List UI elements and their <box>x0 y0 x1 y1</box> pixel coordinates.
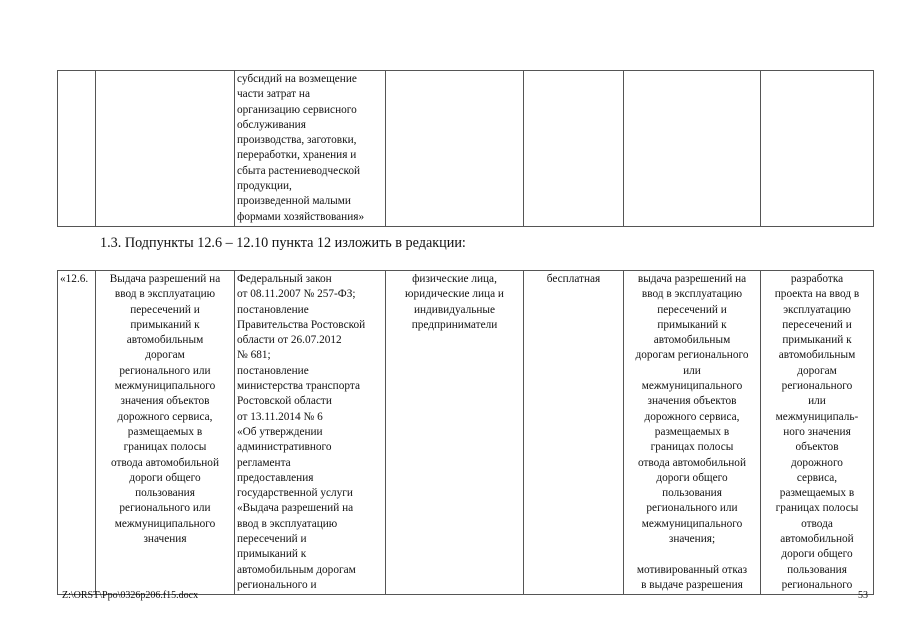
text-line: размещаемых в <box>779 487 855 500</box>
text-line: или <box>683 364 701 377</box>
text-line: значения <box>143 533 187 546</box>
text-line: ввод в эксплуатацию <box>641 288 743 301</box>
text-line: дорожного сервиса, <box>117 410 213 423</box>
cell-service-name <box>96 271 235 595</box>
cell-applicants <box>386 271 524 595</box>
text-line: примыканий к <box>657 318 727 331</box>
text-line: дороги общего <box>781 548 853 561</box>
text-line: формами хозяйствования» <box>237 210 365 223</box>
cell-legal-basis <box>235 71 386 227</box>
text-line: эксплуатацию <box>783 303 851 316</box>
text-line: размещаемых в <box>127 425 203 438</box>
text-line: от 08.11.2007 № 257-ФЗ; <box>237 288 356 301</box>
previous-table-fragment <box>57 70 874 227</box>
text-line: производства, заготовки, <box>237 134 357 147</box>
table-row <box>58 271 874 595</box>
text-line: постановление <box>237 364 309 377</box>
table-row <box>58 71 874 227</box>
text-line: отвода автомобильной <box>110 456 219 469</box>
text-line: части затрат на <box>237 88 310 101</box>
text-line: примыканий к <box>782 334 852 347</box>
text-line: «Об утверждении <box>237 425 323 438</box>
text-line: министерства транспорта <box>237 380 360 393</box>
text-line: постановление <box>237 303 309 316</box>
text-line: пересечений и <box>130 303 200 316</box>
text-line: объектов <box>795 441 839 454</box>
cell-legal-basis <box>235 271 386 595</box>
text-line: значения объектов <box>120 395 210 408</box>
cell-service-name <box>96 71 235 227</box>
text-line: предприниматели <box>411 318 498 331</box>
text-line: дорогам <box>797 364 837 377</box>
text-line: межмуниципального <box>641 380 743 393</box>
page-number: 53 <box>858 590 868 601</box>
text-line: в выдаче разрешения <box>641 578 743 591</box>
text-line: административного <box>237 441 332 454</box>
text-line: физические лица, <box>412 273 497 285</box>
cell-related-service <box>761 71 874 227</box>
text-line: регионального и <box>237 578 317 591</box>
text-line: индивидуальные <box>413 303 496 316</box>
section-heading: 1.3. Подпункты 12.6 – 12.10 пункта 12 изложить в редакции: <box>100 235 466 251</box>
text-line: произведенной малыми <box>237 195 351 208</box>
text-line: Ростовской области <box>237 395 332 408</box>
cell-related-service <box>761 271 874 595</box>
cell-result <box>624 271 761 595</box>
text-line: мотивированный отказ <box>636 563 748 576</box>
text-line: продукции, <box>237 180 292 193</box>
text-line: государственной услуги <box>237 487 353 500</box>
blank-line <box>626 547 758 562</box>
text-line: ввод в эксплуатацию <box>114 288 216 301</box>
text-line: автомобильным <box>126 334 204 347</box>
text-line: пользования <box>787 563 847 576</box>
text-line: выдача разрешений на <box>637 273 747 285</box>
text-line: примыканий к <box>130 318 200 331</box>
text-line: регламента <box>237 456 291 469</box>
text-line: регионального <box>781 578 853 591</box>
text-line: дорожного <box>791 456 843 469</box>
text-line: дороги общего <box>129 471 201 484</box>
text-line: пересечений и <box>237 533 307 546</box>
text-line: дорожного сервиса, <box>644 410 740 423</box>
text-line: значения; <box>668 533 716 546</box>
text-line: ввод в эксплуатацию <box>237 517 338 530</box>
text-line: № 681; <box>237 349 271 362</box>
text-line: границах полосы <box>650 441 734 454</box>
text-line: регионального <box>781 380 853 393</box>
text-line: пересечений и <box>782 318 852 331</box>
text-line: дорогам <box>145 349 185 362</box>
text-line: пересечений и <box>657 303 727 316</box>
text-line: или <box>808 395 826 408</box>
text-line: размещаемых в <box>654 425 730 438</box>
text-line: межмуниципального <box>114 380 216 393</box>
text-line: межмуниципального <box>641 517 743 530</box>
text-line: отвода <box>801 517 833 530</box>
text-line: «Выдача разрешений на <box>237 502 354 515</box>
cell-fee <box>524 71 624 227</box>
cell-result <box>624 71 761 227</box>
text-line: сбыта растениеводческой <box>237 164 361 177</box>
text-line: автомобильной <box>780 533 854 546</box>
text-line: сервиса, <box>796 471 838 484</box>
text-line: пользования <box>662 487 722 500</box>
services-table <box>57 270 874 595</box>
text-line: границах полосы <box>123 441 207 454</box>
text-line: регионального или <box>119 502 211 515</box>
cell-number: «12.6. <box>58 271 96 595</box>
text-line: отвода автомобильной <box>637 456 746 469</box>
text-line: автомобильным <box>778 349 856 362</box>
text-line: регионального или <box>119 364 211 377</box>
text-line: границах полосы <box>775 502 859 515</box>
text-line: пользования <box>135 487 195 500</box>
text-line: области от 26.07.2012 <box>237 334 342 347</box>
text-line: предоставления <box>237 471 314 484</box>
text-line: примыканий к <box>237 548 307 561</box>
text-line: дороги общего <box>656 471 728 484</box>
cell-number <box>58 71 96 227</box>
footer-file-path: Z:\ORST\Ppo\0326p206.f15.docx <box>62 590 199 601</box>
text-line: ного значения <box>783 425 851 438</box>
text-line: юридические лица и <box>405 288 504 301</box>
text-line: проекта на ввод в <box>774 288 860 301</box>
text-line: значения объектов <box>647 395 737 408</box>
text-line: автомобильным дорогам <box>237 563 356 576</box>
text-line: субсидий на возмещение <box>237 73 357 85</box>
text-line: Правительства Ростовской <box>237 318 366 331</box>
text-line: Федеральный закон <box>237 273 332 285</box>
cell-applicants <box>386 71 524 227</box>
text-line: межмуниципального <box>114 517 216 530</box>
text-line: Выдача разрешений на <box>109 273 221 285</box>
text-line: от 13.11.2014 № 6 <box>237 410 323 423</box>
text-line: автомобильным <box>653 334 731 347</box>
text-line: разработка <box>790 273 844 285</box>
text-line: организацию сервисного <box>237 103 357 116</box>
text-line: переработки, хранения и <box>237 149 357 162</box>
text-line: обслуживания <box>237 118 306 131</box>
text-line: межмуниципаль- <box>775 410 859 423</box>
text-line: регионального или <box>646 502 738 515</box>
cell-fee: бесплатная <box>524 271 624 595</box>
text-line: дорогам регионального <box>635 349 749 362</box>
